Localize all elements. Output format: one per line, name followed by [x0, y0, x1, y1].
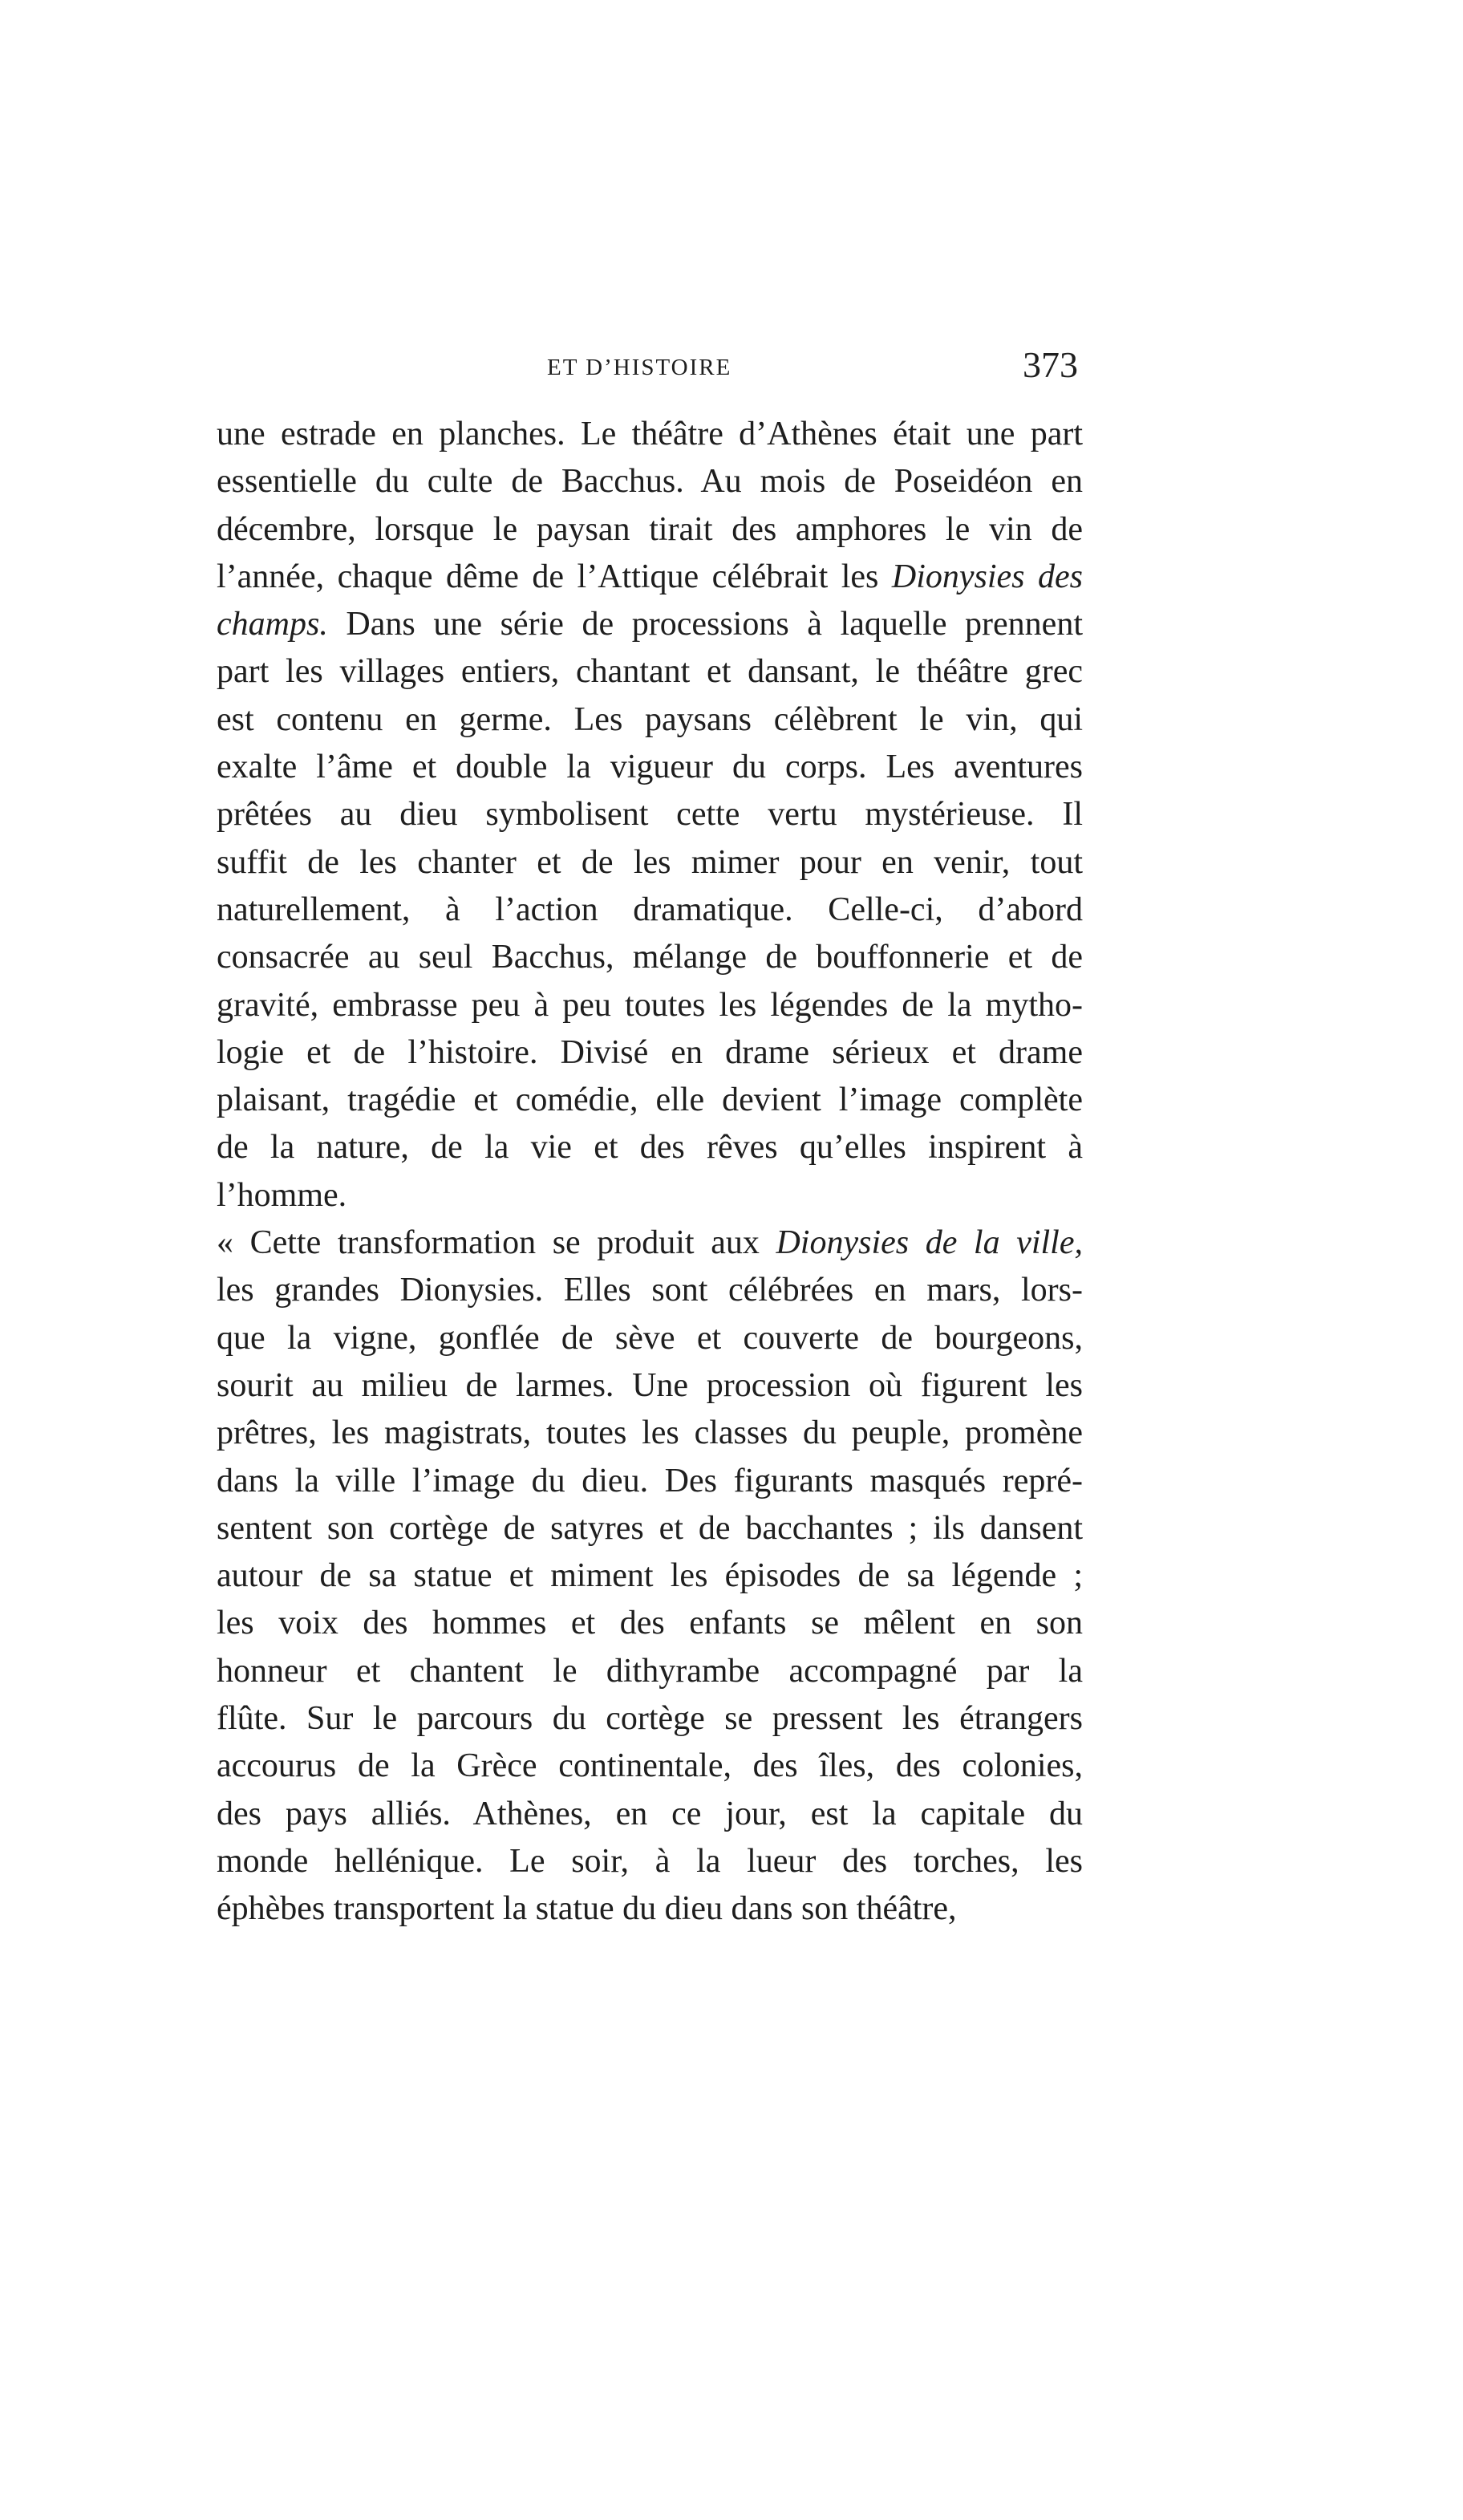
text-line: [217, 1505, 1083, 1552]
text-run: exalte l’âme et double la vigueur du corps. Les aventures: [217, 749, 1083, 786]
text-run: plaisant, tragédie et comédie, elle devient l’image complète: [217, 1081, 1083, 1119]
text-run: est contenu en germe. Les paysans célèbrent le vin, qui: [217, 700, 1083, 738]
text-line: [217, 1124, 1083, 1171]
text-line: [217, 1362, 1083, 1410]
italic-text-run: Dionysies de la ville,: [776, 1224, 1083, 1262]
text-line: [217, 1885, 1083, 1933]
text-run: l’homme.: [217, 1176, 347, 1214]
text-line: [217, 1077, 1083, 1124]
running-title: ET D’HISTOIRE: [547, 355, 732, 380]
page-number: 373: [1023, 344, 1078, 385]
text-run: accourus de la Grèce continentale, des îles, des colonies,: [217, 1747, 1083, 1785]
text-run: naturellement, à l’action dramatique. Celle-ci, d’abord: [217, 891, 1083, 928]
text-run: logie et de l’histoire. Divisé en drame sérieux et drame: [217, 1033, 1083, 1071]
text-run: l’année, chaque dême de l’Attique célébrait les: [217, 558, 892, 595]
text-line: [217, 601, 1083, 648]
text-run: les grandes Dionysies. Elles sont célébrées en mars, lors-: [217, 1272, 1083, 1309]
text-run: éphèbes transportent la statue du dieu dans son théâtre,: [217, 1890, 957, 1928]
text-line: [217, 839, 1083, 887]
italic-text-run: Dionysies des: [891, 558, 1083, 595]
body-text: [217, 411, 1083, 1934]
text-line: [217, 982, 1083, 1029]
text-line: [217, 744, 1083, 791]
text-line: [217, 1600, 1083, 1647]
text-line: [217, 1648, 1083, 1695]
text-line: [217, 1695, 1083, 1743]
text-line: [217, 1172, 1083, 1219]
text-line: [217, 411, 1083, 458]
text-run: des pays alliés. Athènes, en ce jour, est la capitale du: [217, 1795, 1083, 1832]
text-line: [217, 1315, 1083, 1362]
text-line: [217, 1267, 1083, 1314]
running-head: [217, 343, 1086, 408]
text-line: [217, 648, 1083, 696]
text-run: sentent son cortège de satyres et de bacchantes ; ils dansent: [217, 1509, 1083, 1547]
text-run: sourit au milieu de larmes. Une procession où figurent les: [217, 1366, 1083, 1404]
text-line: [217, 506, 1083, 554]
paragraph: [217, 1219, 1083, 1933]
text-line: [217, 791, 1083, 838]
text-line: [217, 1743, 1083, 1790]
paragraph: [217, 411, 1083, 1219]
text-run: dans la ville l’image du dieu. Des figurants masqués repré-: [217, 1462, 1083, 1499]
text-run: part les villages entiers, chantant et dansant, le théâtre grec: [217, 653, 1083, 691]
text-run: consacrée au seul Bacchus, mélange de bouffonnerie et de: [217, 939, 1083, 976]
text-line: [217, 1410, 1083, 1457]
text-run: une estrade en planches. Le théâtre d’Athènes était une part: [217, 416, 1083, 452]
text-run: que la vigne, gonflée de sève et couverte de bourgeons,: [217, 1319, 1083, 1357]
text-line: [217, 934, 1083, 981]
text-line: [217, 1219, 1083, 1267]
text-run: honneur et chantent le dithyrambe accompagné par la: [217, 1652, 1083, 1690]
text-run: gravité, embrasse peu à peu toutes les légendes de la mytho-: [217, 986, 1083, 1024]
text-line: [217, 1791, 1083, 1838]
text-run: Dans une série de processions à laquelle prennent: [327, 606, 1083, 643]
text-run: suffit de les chanter et de les mimer pour en venir, tout: [217, 843, 1083, 881]
text-run: prêtres, les magistrats, toutes les classes du peuple, promène: [217, 1414, 1083, 1452]
text-run: de la nature, de la vie et des rêves qu’elles inspirent à: [217, 1129, 1083, 1167]
text-line: [217, 887, 1083, 934]
text-line: [217, 696, 1083, 744]
text-run: autour de sa statue et miment les épisodes de sa légende ;: [217, 1557, 1083, 1595]
text-line: [217, 1029, 1083, 1077]
text-run: essentielle du culte de Bacchus. Au mois de Poseidéon en: [217, 463, 1083, 501]
text-run: décembre, lorsque le paysan tirait des amphores le vin de: [217, 510, 1083, 548]
text-run: monde hellénique. Le soir, à la lueur des torches, les: [217, 1842, 1083, 1880]
text-line: [217, 458, 1083, 505]
text-line: [217, 554, 1083, 601]
text-run: flûte. Sur le parcours du cortège se pressent les étrangers: [217, 1700, 1083, 1738]
text-line: [217, 1838, 1083, 1885]
italic-text-run: champs.: [217, 606, 328, 643]
text-run: prêtées au dieu symbolisent cette vertu mystérieuse. Il: [217, 796, 1083, 834]
text-line: [217, 1552, 1083, 1600]
text-line: [217, 1458, 1083, 1505]
text-run: « Cette transformation se produit aux: [217, 1224, 776, 1262]
text-run: les voix des hommes et des enfants se mêlent en son: [217, 1605, 1083, 1642]
